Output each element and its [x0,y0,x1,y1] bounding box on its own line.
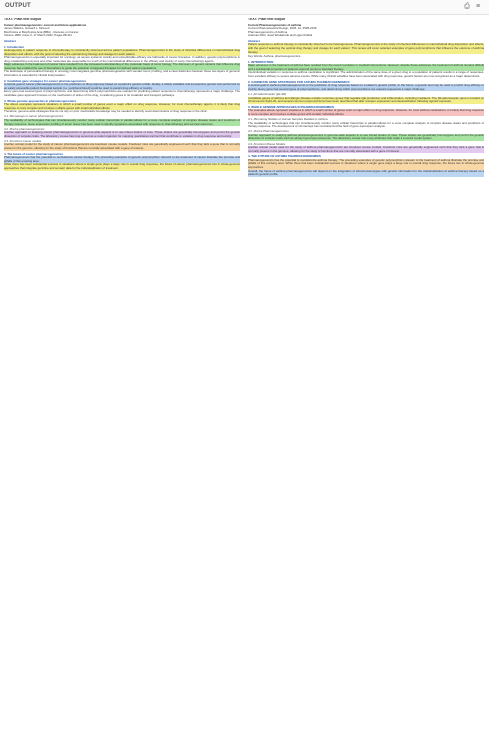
right-section-heading: 2. CANDIDATE GENE STRATEGIES FOR ASTHMA PHARMACOGENOMICS [248,79,350,84]
right-section-heading: 3. WHOLE GENOME APPROACHES IN PHARMACOGENOMICS [248,104,334,109]
right-paragraph: The availability of technologies that can simultaneously monitor many cellular transcripts in parallel allows for a more complete analysis of complex disease states and predictors of therapy response. The development of microarrays has revolutionized the field of gene expression analysis. [248,120,484,129]
menu-icon[interactable]: ≡ [475,3,481,10]
right-authors: Andreas Pahl, Josef Wedekinde and Ligia Chiabla [248,33,313,38]
left-subsection-heading: 3.3. Knockout mouse models [4,138,42,143]
right-abstract: Patient response to asthma therapy is consistently observed to be heterogeneous. Pharmacogenomics is the study of inherited differences in interindividual drug disposition and effects, with the goal of selecting the optimal drug therapy and dosage for each patient. This review will cover selected examples of gene polymorphisms that influence the outcome of asthma therapy. [248,42,484,54]
right-title: Current Pharmacogenomics of asthma [248,22,302,27]
left-paragraph: Pharmacogenomics is especially important for oncology, as severe systemic toxicity and unpredictable efficacy are hallmarks of cancer therapies. In addition, genetic polymorphisms in drug metabolizing enzymes and other molecules are responsible for much of the interindividual differences in the efficacy and toxicity of many chemotherapy agents. [4,55,240,63]
left-paragraph: Pharmacogenomics has the potential to revolutionize cancer therapy. The preceding examples of genetic polymorphism relevant to the treatment of cancer illustrate the promise and pitfalls of this evolving area. [4,155,240,163]
left-paragraph: The landscape of personalized therapy in oncology now integrates germline pharmacogenetics with somatic tumor profiling, and a clear distinction between these two layers of genomic information is essential for clinical interpretation. [4,69,240,78]
left-paragraph: Another animal model for the study of cancer pharmacogenomics are knockout mouse models. Knockout mice are genetically engineered such that they lack a gene that is normally present in the genome, allowing for the study of functions that are normally associated with a gene of interest. [4,142,240,151]
left-paragraph: Every gene has several types of polymorphisms, and determining which polymorphisms are relevant for predicting patient response to chemotherapy represents a major challenge. The candidate gene approach focuses on the mechanism of action of the drug, considering genes in its metabolic and transport pathways. [4,89,240,97]
left-section-heading: 2. Candidate gene strategies for cancer pharmacogenomics [4,78,87,83]
right-keywords: Key Words: Asthma, pharmacogenomics. [248,54,301,59]
right-paragraph: Pharmacogenomics has the potential to revolutionize asthma therapy. The preceding examples of genetic polymorphism relevant to the treatment of asthma illustrate the promise and pitfalls of this evolving area. While there has been substantial success in situations where a single gene plays a large role in overall drug response, the future lies in whole-genome approaches. [248,157,484,169]
right-paragraph: Overall, the future of asthma pharmacogenomics will depend on the integration of clinical phenotypes with genetic information for the individualization of asthma therapy based on a patient's genetic profile. [248,168,484,177]
left-section-heading: 4. The future of cancer pharmacogenomics [4,151,64,156]
printer-icon[interactable]: ⎙ [464,3,470,10]
left-authors: James Watkins, Howard L. McLeod [4,26,50,31]
left-section-heading: 3. Whole genome approaches in pharmacogenomics [4,98,77,103]
left-document [4,18,240,746]
right-paragraph: The examples above represent situations in which a small number of genes exert a major effect on drug response. However, for most asthma medications, it is likely that drug response is more complex and involves multiple genes with smaller individual effects. [248,108,484,116]
right-subsection-heading: 3.2. Murine Pharmacogenomics [248,129,289,134]
left-filename: TEXT: Plain text output [4,18,41,21]
left-journal: Biochimica et Biophysica Acta (BBA) - Reviews on Cancer [4,29,79,34]
left-paragraph: While there has been substantial success in situations where a single gene plays a large role in overall drug response, the future of cancer pharmacogenomics lies in whole-genome approaches that integrate germline and somatic data for the individualization of treatment. [4,162,240,170]
right-paragraph: Major advances in the treatment of asthma have resulted from the recent revolution in medical interventions. However, despite these advances, the treatment of asthma remains difficult and a substantial proportion of patients respond poorly to standard therapy. [248,63,484,71]
right-paragraph: Another approach to studying asthma pharmacogenomics in genome-wide aspects is to use inbred strains of mice. These strains are genetically homozygous and permit the genetic dissection of complex traits such as airway hyperresponsiveness. The laboratory mouse has many attributes that make it a useful model system. [248,132,484,141]
right-paragraph: A central goal of asthma pharmacogenomics is the prediction of drug response based on a patient's genetic profile. In the future, a genetic test may be used to predict drug efficacy or toxicity. Every gene has several types of polymorphisms, and determining which polymorphisms are relevant represents a major challenge. [248,83,484,91]
right-document [248,18,484,746]
right-filename: TEXT: Plain text output [248,18,285,21]
right-subsection-heading: 3.3. Knockout Mouse Models [248,141,286,146]
right-paragraph: Interindividual variation in response to asthma medication is significant. The administration of the same dose of a given drug to a population of patients results in a range of responses, from excellent efficacy to severe adverse events. While many clinical variables have been associated with drug response, genetic factors are now recognized as a major determinant. [248,70,484,79]
left-paragraph: Heterogeneity in patient response to chemotherapy is consistently observed across patient populations. Pharmacogenomics is the study of inherited differences in interindividual drug disposition and effects, with the goal of selecting the optimal drug therapy and dosage for each patient. [4,48,240,56]
toolbar [0,0,489,15]
left-paragraph: The availability of technologies that can simultaneously monitor many cellular transcripts in parallel allows for a more complete analysis of complex disease states and predictors of therapy response. Gene expression profiling of tumor tissue has been used to identify signatures associated with response to chemotherapy and survival outcomes. [4,118,240,126]
left-subsection-heading: 3.2. Murine pharmacogenomics [4,126,45,131]
right-paragraph: Another animal model used for the study of asthma pharmacogenomics are knockout mouse models. Knockout mice are genetically engineered such that they lack a gene that is normally present in the genome, allowing for the study of functions that are normally associated with a gene of interest. [248,145,484,153]
right-abstract-heading: Abstract [248,38,260,43]
page-title: OUTPUT [5,3,31,9]
left-paragraph: Major advances in the treatment of cancer have resulted from the increased understanding of the molecular basis of tumor biology. The discovery of genetic variants that influence drug response has enabled the use of biomarkers to guide the selection of targeted therapies for defined patient populations. [4,62,240,70]
right-paragraph: Candidate genes of asthma and allergic disease include numerous genes that regulate IgE production and inflammation, including mediators. The β2-adrenoceptor gene is located on chromosome 5q31-32, and several common polymorphisms have been described that alter receptor expression and desensitization following agonist exposure. [248,95,484,104]
left-paragraph: Another approach to studying cancer pharmacogenomics in genome-wide aspects is to use inbred strains of mice. These strains are genetically homozygous and permit the genetic dissection of complex traits. The laboratory mouse has long served as a model organism for mapping quantitative trait loci that contribute to variation in drug response and toxicity. [4,130,240,138]
left-paragraph: The above examples represent situations in which a small number of genes exert a major effect on drug response. However, for most chemotherapy agents, it is likely that drug response is more complex and involves multiple genes with small individual effects. [4,102,240,110]
right-subtitle: Pharmacogenomics of Asthma [248,29,288,34]
left-subsection-heading: 3.1. Microarrays in cancer pharmacogenomics [4,114,64,119]
right-subsection-heading: 3.1. Microarray Studies of Human Samples Related to Asthma [248,117,328,122]
left-paragraph: Therefore, genome-wide strategies that do not rely on prior mechanistic knowledge may be needed to identify novel determinants of drug response in the clinic. [4,109,208,114]
right-journal: Current Pharmaceutical Design, 2006, 12, 2595-2236 [248,26,317,31]
left-abstract-heading: Abstract [4,38,16,43]
right-section-heading: 4. THE FUTURE OF ASTHMA PHARMACOGENOMICS [248,154,321,159]
right-section-heading: 1. INTRODUCTION [248,59,274,64]
left-paragraph: A central goal of cancer pharmacogenomics is the prediction of drug response based on a patient's genetic profile. Ideally, a widely available and inexpensive genetic test performed on an easily accessible patient biological sample (i.e. peripheral blood) could be used to predict drug efficacy or toxicity. [4,82,240,90]
right-subsection-heading: 2.1. β2-Adrenoceptor (β2-AR) [248,92,287,96]
left-title: Cancer pharmacogenomics: current and future applications [4,22,87,27]
left-volume: Volume 1865, Issue 2, 17 March 2022, Pages 88-111 [4,33,72,38]
left-section-heading: 1. Introduction [4,44,25,49]
